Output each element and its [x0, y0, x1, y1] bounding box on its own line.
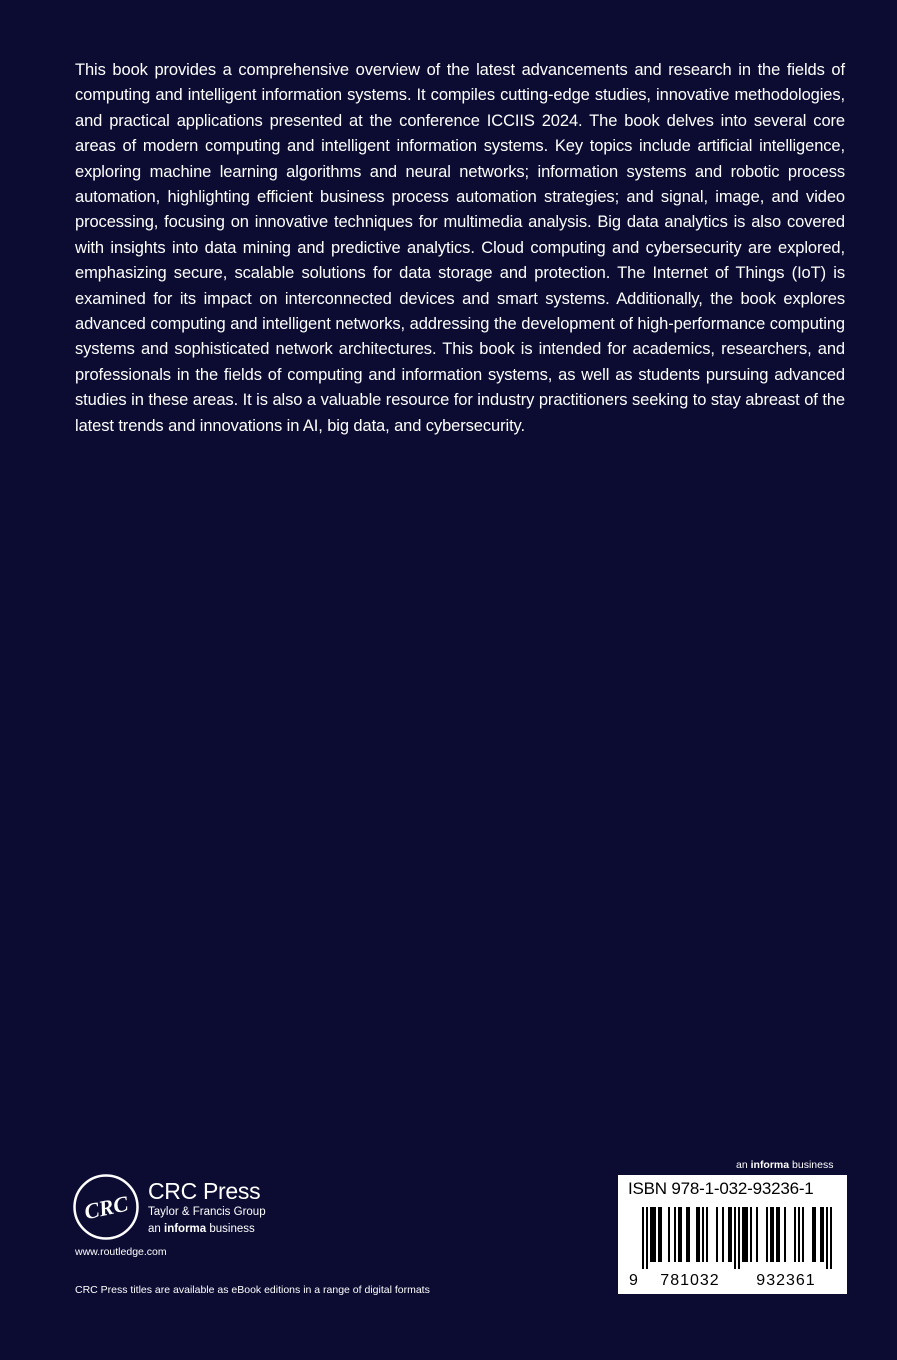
- publisher-name: CRC Press: [148, 1178, 261, 1204]
- barcode-bar: [776, 1207, 778, 1262]
- barcode-informa-bold: informa: [750, 1159, 790, 1171]
- crc-press-logo: [73, 1174, 139, 1240]
- barcode-bar: [766, 1207, 768, 1262]
- publisher-group: Taylor & Francis Group: [148, 1206, 266, 1218]
- barcode-bar: [772, 1207, 774, 1262]
- barcode-bar: [778, 1207, 780, 1262]
- barcode-bar: [756, 1207, 758, 1262]
- barcode-bar: [728, 1207, 730, 1262]
- barcode-bar: [702, 1207, 704, 1262]
- crc-logo-text: CRC: [81, 1190, 131, 1225]
- publisher-website: www.routledge.com: [75, 1246, 167, 1258]
- barcode-digit-lead: 9: [629, 1272, 638, 1289]
- isbn-label: ISBN 978-1-032-93236-1: [628, 1179, 814, 1198]
- informa-bold: informa: [164, 1223, 207, 1235]
- barcode-bar: [642, 1207, 644, 1269]
- barcode-bar: [820, 1207, 822, 1262]
- barcode-bar: [830, 1207, 832, 1269]
- ebook-note: CRC Press titles are available as eBook editions in a range of digital formats: [75, 1284, 430, 1296]
- barcode-bar: [660, 1207, 662, 1262]
- barcode-bar: [696, 1207, 698, 1262]
- barcode-bar: [668, 1207, 670, 1262]
- barcode-bar: [654, 1207, 656, 1262]
- barcode-bar: [674, 1207, 676, 1262]
- barcode-bar: [680, 1207, 682, 1262]
- barcode-bar: [814, 1207, 816, 1262]
- barcode-bar: [742, 1207, 744, 1262]
- barcode-informa-prefix: an: [736, 1159, 751, 1171]
- barcode-bar: [722, 1207, 724, 1262]
- barcode-bar: [738, 1207, 740, 1269]
- barcode-informa-suffix: business: [789, 1159, 834, 1171]
- barcode-digits-right: 932361: [756, 1272, 816, 1289]
- barcode-bar: [658, 1207, 660, 1262]
- barcode-bar: [678, 1207, 680, 1262]
- barcode-bar: [706, 1207, 708, 1262]
- barcode-bar: [716, 1207, 718, 1262]
- barcode-bar: [750, 1207, 752, 1262]
- barcode-bar: [784, 1207, 786, 1262]
- barcode-bar: [798, 1207, 800, 1262]
- back-cover-blurb: This book provides a comprehensive overview of the latest advancements and research in the fields of computing and intelligent information systems. It compiles cutting-edge studies, innovative methodologies, and practical applications presented at the conference ICCIIS 2024. The book delves into several core areas of modern computing and intelligent information systems. Key topics include artificial intelligence, exploring machine learning algorithms and neural networks; information systems and robotic process automation, highlighting efficient business process automation strategies; and signal, image, and video processing, focusing on innovative techniques for multimedia analysis. Big data analytics is also covered with insights into data mining and predictive analytics. Cloud computing and cybersecurity are explored, emphasizing secure, scalable solutions for data storage and protection. The Internet of Things (IoT) is examined for its impact on interconnected devices and smart systems. Additionally, the book explores advanced computing and intelligent networks, addressing the development of high-performance computing systems and sophisticated network architectures. This book is intended for academics, researchers, and professionals in the fields of computing and information systems, as well as students pursuing advanced studies in these areas. It is also a valuable resource for industry practitioners seeking to stay abreast of the latest trends and innovations in AI, big data, and cybersecurity.: [75, 61, 845, 435]
- barcode-bar: [730, 1207, 732, 1262]
- barcode: [618, 1175, 847, 1294]
- barcode-bar: [698, 1207, 700, 1262]
- barcode-bar: [688, 1207, 690, 1262]
- barcode-bar: [826, 1207, 828, 1269]
- barcode-bar: [746, 1207, 748, 1262]
- barcode-digits-left: 781032: [660, 1272, 720, 1289]
- barcode-bar: [744, 1207, 746, 1262]
- barcode-bar: [794, 1207, 796, 1262]
- barcode-informa-line: [736, 1159, 833, 1171]
- barcode-bar: [822, 1207, 824, 1262]
- barcode-bar: [686, 1207, 688, 1262]
- publisher-informa-line: [148, 1221, 266, 1238]
- isbn-barcode-box: [618, 1175, 847, 1294]
- barcode-bar: [650, 1207, 652, 1262]
- barcode-bar: [646, 1207, 648, 1269]
- informa-prefix: an: [148, 1223, 164, 1235]
- barcode-bar: [770, 1207, 772, 1262]
- barcode-bar: [734, 1207, 736, 1269]
- barcode-bar: [802, 1207, 804, 1262]
- informa-suffix: business: [206, 1223, 255, 1235]
- barcode-bar: [812, 1207, 814, 1262]
- barcode-bar: [652, 1207, 654, 1262]
- publisher-block: [73, 1174, 266, 1240]
